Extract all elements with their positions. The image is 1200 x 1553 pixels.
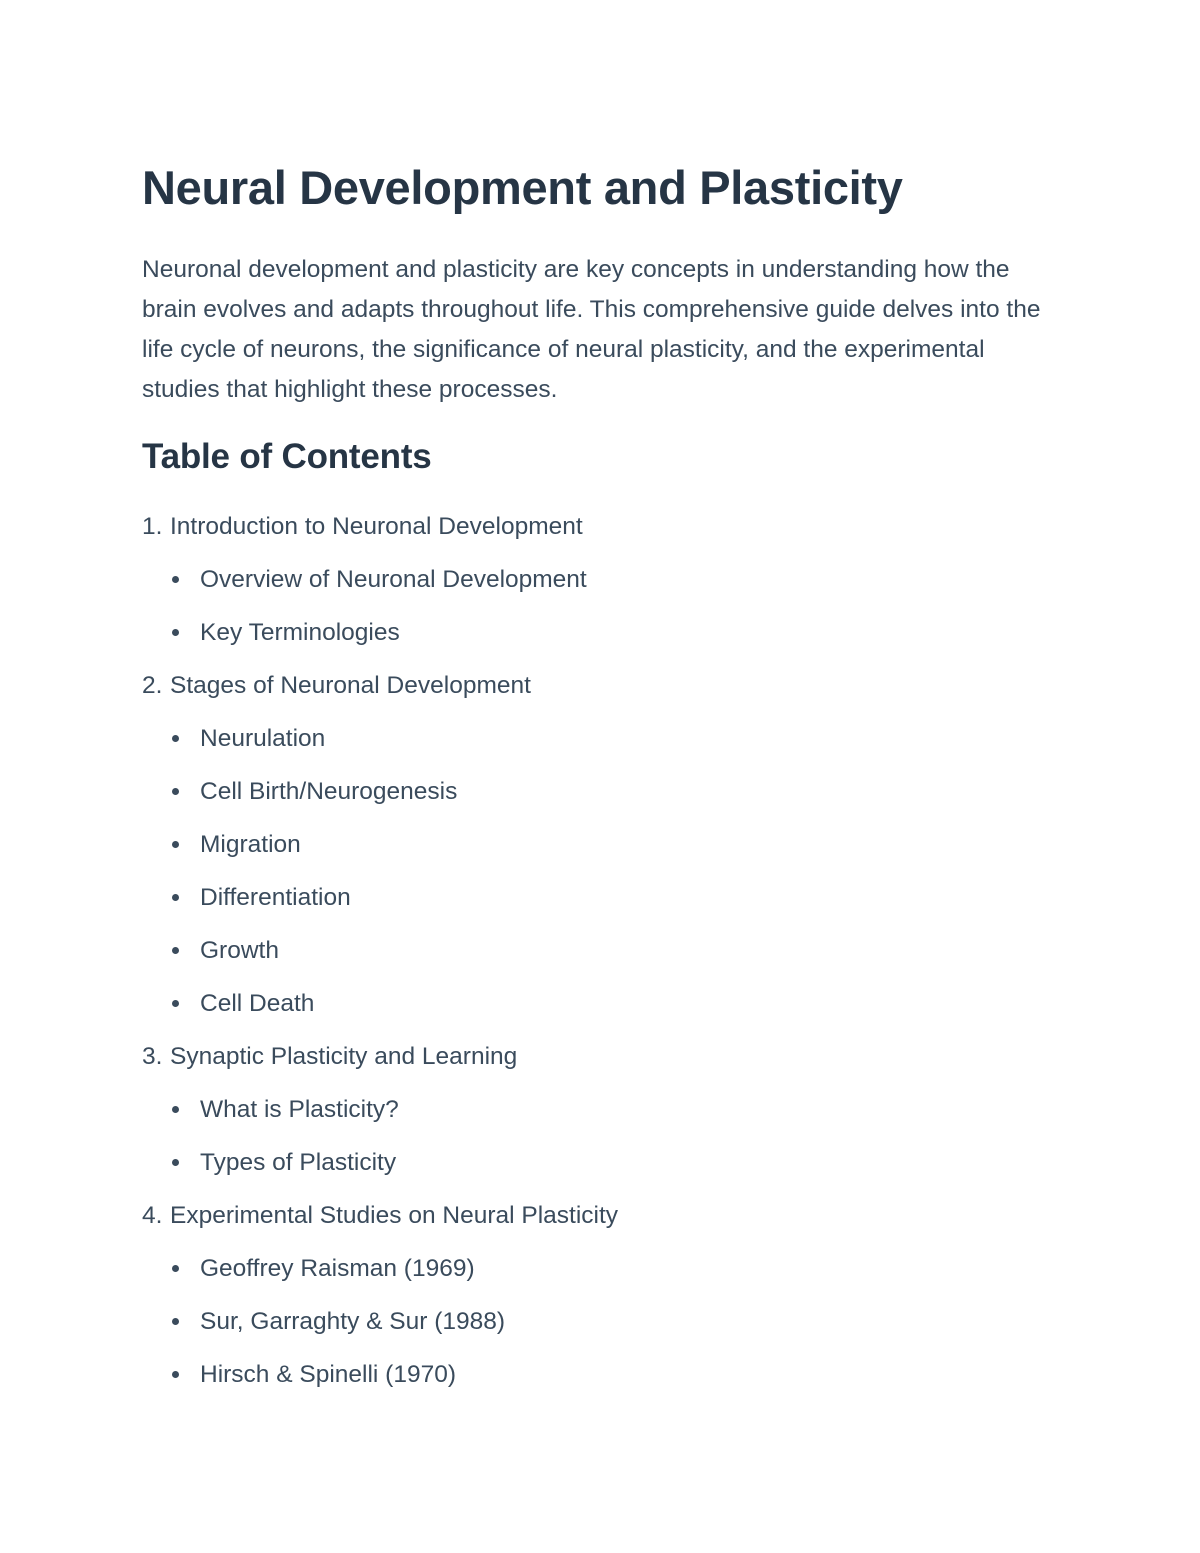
toc-subitem: Sur, Garraghty & Sur (1988) <box>200 1295 1042 1348</box>
bullet-icon <box>172 1371 179 1378</box>
toc-section-label: Introduction to Neuronal Development <box>170 513 583 541</box>
page-title: Neural Development and Plasticity <box>142 161 903 214</box>
toc-subsection-list <box>142 1242 1042 1401</box>
toc-section-label: Synaptic Plasticity and Learning <box>170 1043 518 1071</box>
toc-subitem: Geoffrey Raisman (1969) <box>200 1242 1042 1295</box>
toc-subitem: Growth <box>200 924 1042 977</box>
bullet-icon <box>172 576 179 583</box>
toc-section-number: 2. <box>142 672 163 700</box>
toc-subitem: Key Terminologies <box>200 606 1042 659</box>
table-of-contents <box>142 500 1042 1401</box>
bullet-icon <box>172 947 179 954</box>
bullet-icon <box>172 894 179 901</box>
bullet-icon <box>172 788 179 795</box>
toc-subitem: Migration <box>200 818 1042 871</box>
toc-section-number: 4. <box>142 1202 163 1230</box>
bullet-icon <box>172 735 179 742</box>
toc-section-label: Experimental Studies on Neural Plasticity <box>170 1202 619 1230</box>
toc-subsection-list <box>142 553 1042 659</box>
bullet-icon <box>172 1318 179 1325</box>
toc-heading: Table of Contents <box>142 437 432 477</box>
bullet-icon <box>172 841 179 848</box>
bullet-icon <box>172 1265 179 1272</box>
bullet-icon <box>172 1000 179 1007</box>
toc-section-1 <box>142 500 1042 659</box>
toc-section-label: Stages of Neuronal Development <box>170 672 531 700</box>
toc-subitem: Hirsch & Spinelli (1970) <box>200 1348 1042 1401</box>
toc-subitem: Types of Plasticity <box>200 1136 1042 1189</box>
toc-section-number: 3. <box>142 1043 163 1071</box>
toc-section-number: 1. <box>142 513 163 541</box>
toc-subitem: Cell Birth/Neurogenesis <box>200 765 1042 818</box>
toc-subsection-list <box>142 1083 1042 1189</box>
toc-section-4 <box>142 1189 1042 1401</box>
toc-subitem: What is Plasticity? <box>200 1083 1042 1136</box>
toc-subitem: Overview of Neuronal Development <box>200 553 1042 606</box>
toc-subsection-list <box>142 712 1042 1030</box>
toc-subitem: Neurulation <box>200 712 1042 765</box>
toc-section-3 <box>142 1030 1042 1189</box>
toc-subitem: Cell Death <box>200 977 1042 1030</box>
toc-section-2 <box>142 659 1042 1030</box>
bullet-icon <box>172 629 179 636</box>
bullet-icon <box>172 1106 179 1113</box>
bullet-icon <box>172 1159 179 1166</box>
toc-subitem: Differentiation <box>200 871 1042 924</box>
document-page <box>142 160 1042 1401</box>
intro-paragraph: Neuronal development and plasticity are key concepts in understanding how the brain evolves and adapts throughout life. This comprehensive guide delves into the life cycle of neurons, the significance of neural plasticity, and the experimental studies that highlight these processes. <box>142 256 1041 404</box>
